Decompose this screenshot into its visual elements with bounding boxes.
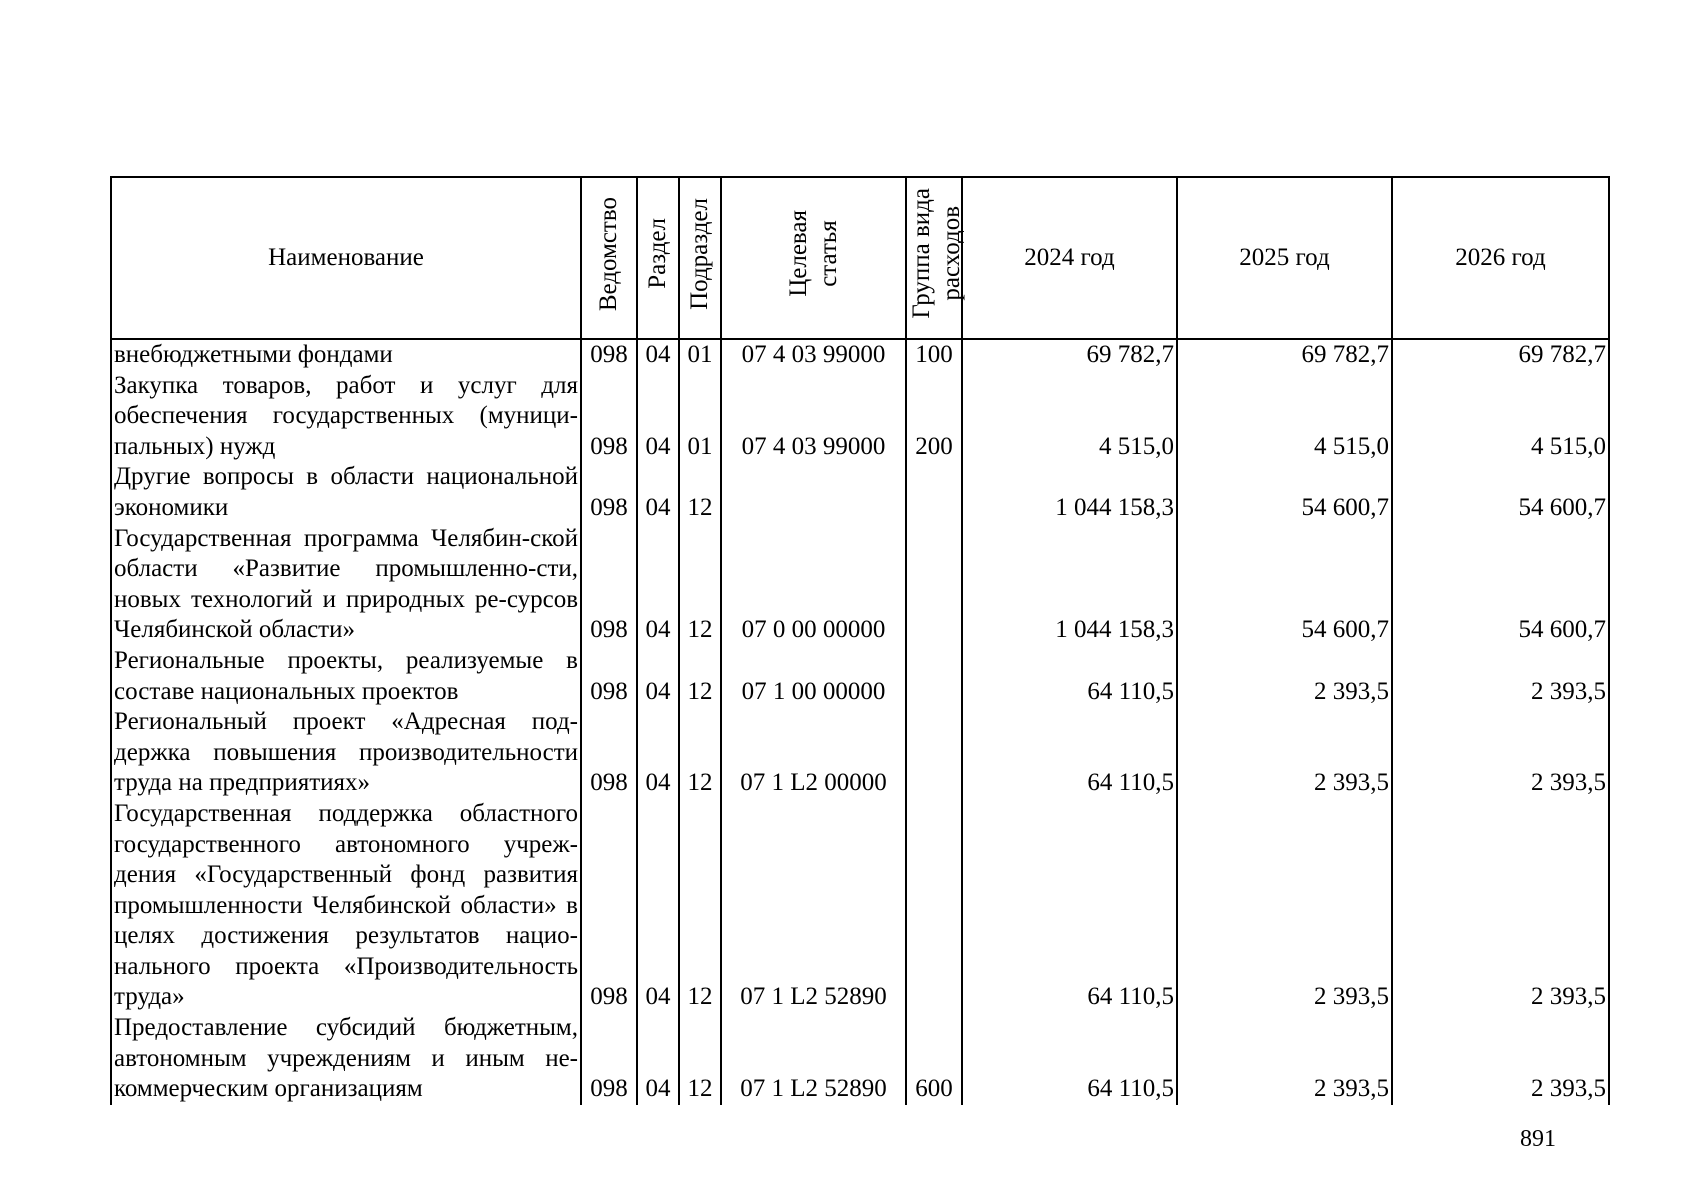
cell-gruppa-vida-rashodov: 600 xyxy=(906,1013,962,1105)
cell-2025: 2 393,5 xyxy=(1177,799,1392,1013)
cell-2025: 4 515,0 xyxy=(1177,371,1392,463)
table-row xyxy=(111,462,1609,523)
cell-podrazdel: 12 xyxy=(679,646,721,707)
cell-podrazdel: 12 xyxy=(679,524,721,646)
cell-razdel: 04 xyxy=(637,462,679,523)
cell-2025: 69 782,7 xyxy=(1177,339,1392,371)
cell-gruppa-vida-rashodov xyxy=(906,799,962,1013)
header-2024: 2024 год xyxy=(962,177,1177,339)
cell-2026: 2 393,5 xyxy=(1392,1013,1609,1105)
cell-gruppa-vida-rashodov xyxy=(906,646,962,707)
cell-name: Предоставление субсидий бюджетным, автономным учреждениям и иным не-коммерческим организациям xyxy=(111,1013,581,1105)
cell-name: Государственная поддержка областного государственного автономного учреж-дения «Государственный фонд развития промышленности Челябинской области» в целях достижения результатов нацио-нального проекта «Производительность труда» xyxy=(111,799,581,1013)
page-number: 891 xyxy=(1520,1126,1556,1152)
cell-vedomstvo: 098 xyxy=(581,799,637,1013)
cell-name: Закупка товаров, работ и услуг для обеспечения государственных (муници-пальных) нужд xyxy=(111,371,581,463)
cell-razdel: 04 xyxy=(637,646,679,707)
cell-celevaya-statya: 07 1 L2 00000 xyxy=(721,707,906,799)
cell-celevaya-statya: 07 0 00 00000 xyxy=(721,524,906,646)
cell-razdel: 04 xyxy=(637,371,679,463)
table-body xyxy=(111,339,1609,1105)
cell-2024: 4 515,0 xyxy=(962,371,1177,463)
cell-2024: 64 110,5 xyxy=(962,1013,1177,1105)
cell-vedomstvo: 098 xyxy=(581,1013,637,1105)
cell-celevaya-statya: 07 4 03 99000 xyxy=(721,371,906,463)
cell-razdel: 04 xyxy=(637,707,679,799)
cell-vedomstvo: 098 xyxy=(581,707,637,799)
cell-2024: 64 110,5 xyxy=(962,799,1177,1013)
cell-razdel: 04 xyxy=(637,799,679,1013)
cell-gruppa-vida-rashodov xyxy=(906,462,962,523)
cell-podrazdel: 12 xyxy=(679,799,721,1013)
cell-celevaya-statya: 07 1 L2 52890 xyxy=(721,1013,906,1105)
cell-2026: 4 515,0 xyxy=(1392,371,1609,463)
cell-name: внебюджетными фондами xyxy=(111,339,581,371)
table-row xyxy=(111,1013,1609,1105)
cell-2025: 54 600,7 xyxy=(1177,524,1392,646)
header-2025: 2025 год xyxy=(1177,177,1392,339)
budget-table xyxy=(110,176,1610,1105)
cell-2026: 54 600,7 xyxy=(1392,462,1609,523)
header-podrazdel: Подраздел xyxy=(679,177,721,339)
cell-2025: 2 393,5 xyxy=(1177,707,1392,799)
cell-vedomstvo: 098 xyxy=(581,524,637,646)
cell-celevaya-statya: 07 1 00 00000 xyxy=(721,646,906,707)
cell-gruppa-vida-rashodov xyxy=(906,524,962,646)
cell-name: Другие вопросы в области национальной экономики xyxy=(111,462,581,523)
cell-name: Государственная программа Челябин-ской области «Развитие промышленно-сти, новых технологий и природных ре-сурсов Челябинской области» xyxy=(111,524,581,646)
table-row xyxy=(111,371,1609,463)
cell-2024: 1 044 158,3 xyxy=(962,524,1177,646)
cell-gruppa-vida-rashodov: 100 xyxy=(906,339,962,371)
cell-vedomstvo: 098 xyxy=(581,462,637,523)
cell-vedomstvo: 098 xyxy=(581,339,637,371)
cell-gruppa-vida-rashodov: 200 xyxy=(906,371,962,463)
cell-2024: 69 782,7 xyxy=(962,339,1177,371)
table-row xyxy=(111,524,1609,646)
cell-podrazdel: 12 xyxy=(679,462,721,523)
header-vedomstvo: Ведомство xyxy=(581,177,637,339)
cell-celevaya-statya: 07 4 03 99000 xyxy=(721,339,906,371)
cell-2026: 2 393,5 xyxy=(1392,707,1609,799)
header-gruppa-vida-rashodov: Группа вида расходов xyxy=(906,177,962,339)
header-2026: 2026 год xyxy=(1392,177,1609,339)
cell-name: Региональный проект «Адресная под-держка повышения производительности труда на предприятиях» xyxy=(111,707,581,799)
cell-vedomstvo: 098 xyxy=(581,371,637,463)
cell-podrazdel: 12 xyxy=(679,1013,721,1105)
cell-2025: 2 393,5 xyxy=(1177,646,1392,707)
cell-vedomstvo: 098 xyxy=(581,646,637,707)
cell-celevaya-statya: 07 1 L2 52890 xyxy=(721,799,906,1013)
cell-2024: 64 110,5 xyxy=(962,646,1177,707)
cell-razdel: 04 xyxy=(637,524,679,646)
cell-podrazdel: 12 xyxy=(679,707,721,799)
cell-2026: 54 600,7 xyxy=(1392,524,1609,646)
table-row xyxy=(111,799,1609,1013)
table-row xyxy=(111,646,1609,707)
cell-2026: 2 393,5 xyxy=(1392,799,1609,1013)
table-row xyxy=(111,339,1609,371)
cell-celevaya-statya xyxy=(721,462,906,523)
cell-2025: 2 393,5 xyxy=(1177,1013,1392,1105)
cell-2025: 54 600,7 xyxy=(1177,462,1392,523)
cell-podrazdel: 01 xyxy=(679,371,721,463)
cell-razdel: 04 xyxy=(637,1013,679,1105)
cell-2026: 69 782,7 xyxy=(1392,339,1609,371)
header-razdel: Раздел xyxy=(637,177,679,339)
cell-podrazdel: 01 xyxy=(679,339,721,371)
cell-gruppa-vida-rashodov xyxy=(906,707,962,799)
header-name: Наименование xyxy=(111,177,581,339)
cell-2024: 64 110,5 xyxy=(962,707,1177,799)
cell-razdel: 04 xyxy=(637,339,679,371)
table-header-row xyxy=(111,177,1609,339)
cell-2024: 1 044 158,3 xyxy=(962,462,1177,523)
cell-name: Региональные проекты, реализуемые в составе национальных проектов xyxy=(111,646,581,707)
cell-2026: 2 393,5 xyxy=(1392,646,1609,707)
table-row xyxy=(111,707,1609,799)
header-celevaya-statya: Целевая статья xyxy=(721,177,906,339)
